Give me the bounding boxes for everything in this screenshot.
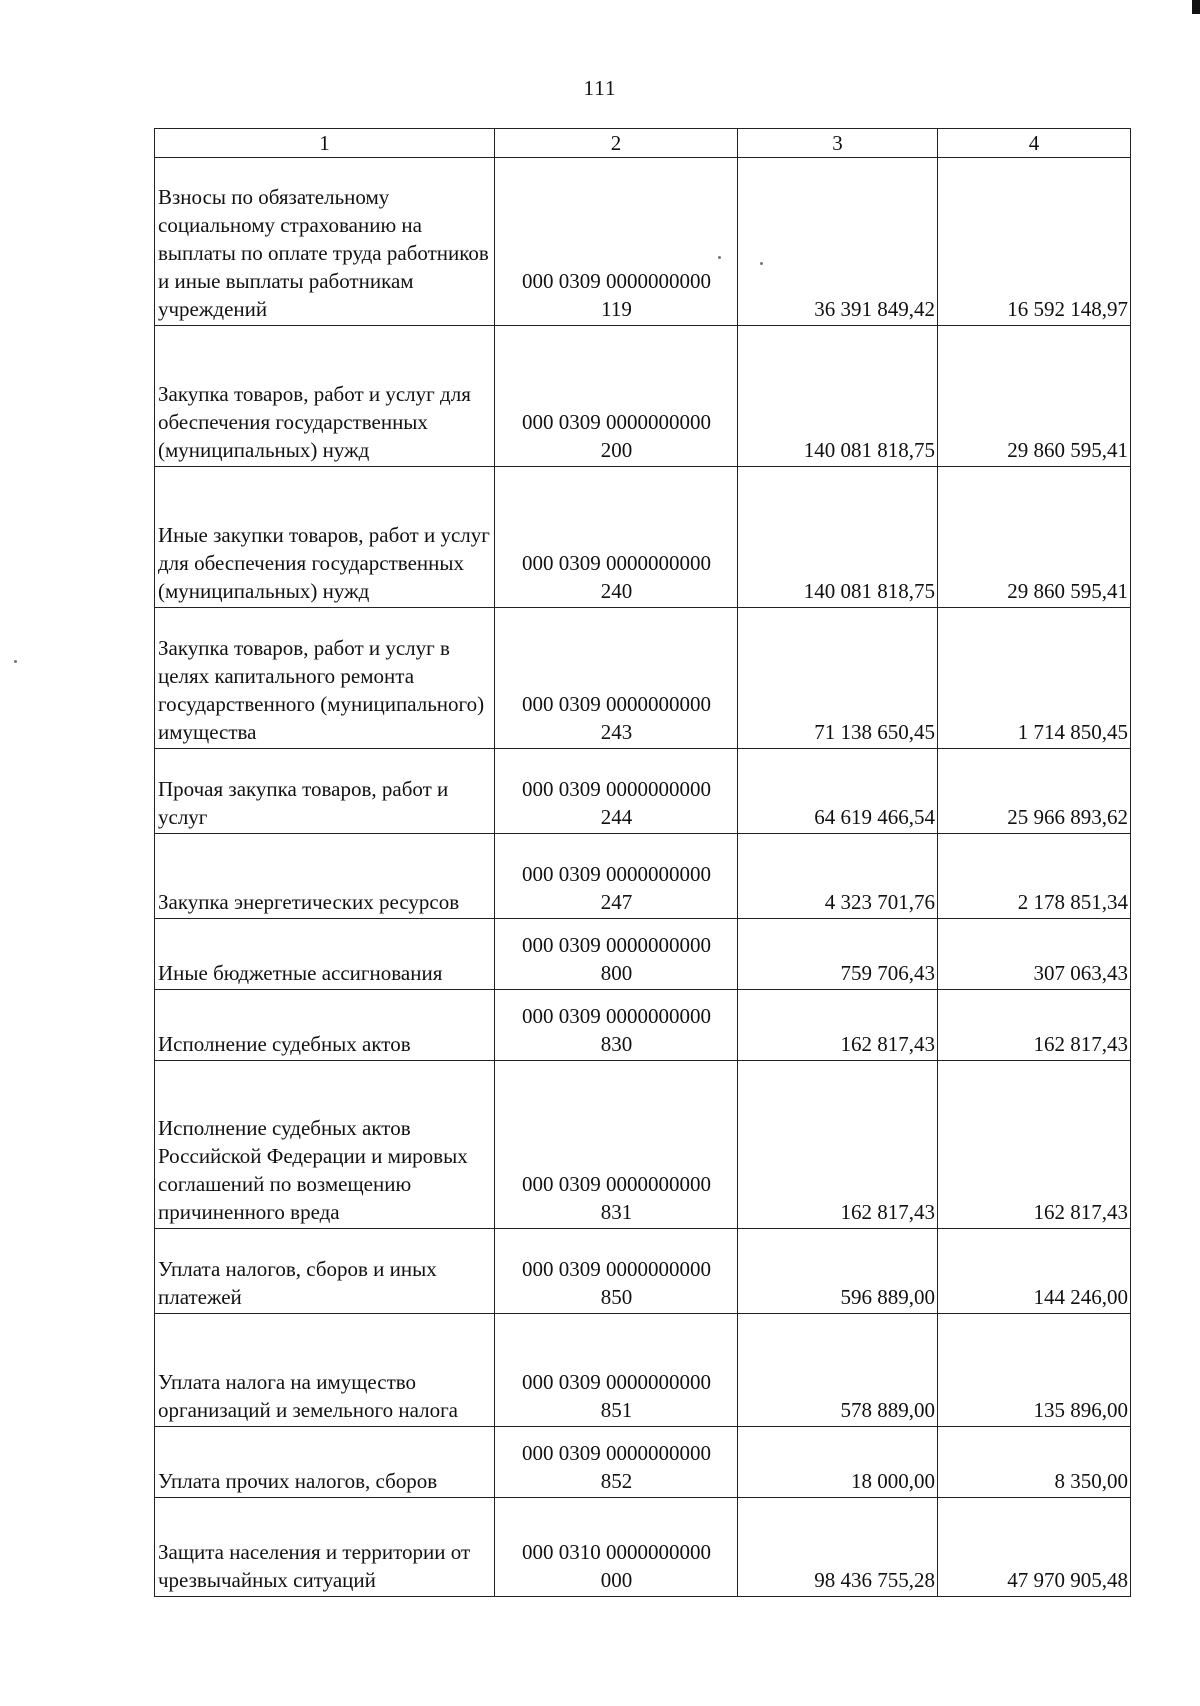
row-code (495, 326, 738, 467)
row-col4-value: 16 592 148,97 (938, 158, 1131, 326)
code-top: 000 0309 0000000000 (522, 933, 711, 957)
code-top: 000 0309 0000000000 (522, 1004, 711, 1028)
code-top: 000 0309 0000000000 (522, 692, 711, 716)
row-col4-value: 162 817,43 (938, 1061, 1131, 1229)
row-col3-value: 36 391 849,42 (738, 158, 938, 326)
row-col4-value: 29 860 595,41 (938, 467, 1131, 608)
row-name: Прочая закупка товаров, работ и услуг (155, 749, 495, 834)
code-bottom: 800 (600, 961, 633, 985)
code-top: 000 0309 0000000000 (522, 862, 711, 886)
budget-table (154, 128, 1131, 1597)
table-row (155, 1498, 1131, 1597)
column-header: 2 (495, 129, 738, 158)
code-top: 000 0309 0000000000 (522, 1257, 711, 1281)
code-top: 000 0309 0000000000 (522, 1441, 711, 1465)
row-col4-value: 47 970 905,48 (938, 1498, 1131, 1597)
code-top: 000 0309 0000000000 (522, 1370, 711, 1394)
row-col3-value: 596 889,00 (738, 1229, 938, 1314)
code-bottom: 200 (600, 438, 633, 462)
row-col4-value: 2 178 851,34 (938, 834, 1131, 919)
row-code (495, 1061, 738, 1229)
code-bottom: 830 (600, 1032, 633, 1056)
table-header-row (155, 129, 1131, 158)
row-code (495, 158, 738, 326)
code-bottom: 247 (600, 890, 633, 914)
row-code (495, 1229, 738, 1314)
code-bottom: 119 (601, 297, 632, 321)
page-number: 111 (583, 76, 617, 100)
row-col3-value: 140 081 818,75 (738, 467, 938, 608)
row-name: Закупка товаров, работ и услуг для обеспечения государственных (муниципальных) нужд (155, 326, 495, 467)
row-name: Защита населения и территории от чрезвычайных ситуаций (155, 1498, 495, 1597)
row-col4-value: 162 817,43 (938, 990, 1131, 1061)
row-name: Закупка товаров, работ и услуг в целях капитального ремонта государственного (муниципального) имущества (155, 608, 495, 749)
row-col4-value: 307 063,43 (938, 919, 1131, 990)
scan-speck (14, 660, 17, 663)
table-row (155, 1229, 1131, 1314)
table-row (155, 990, 1131, 1061)
row-col4-value: 25 966 893,62 (938, 749, 1131, 834)
row-col3-value: 759 706,43 (738, 919, 938, 990)
row-code (495, 919, 738, 990)
row-col3-value: 18 000,00 (738, 1427, 938, 1498)
row-name: Исполнение судебных актов (155, 990, 495, 1061)
row-col3-value: 140 081 818,75 (738, 326, 938, 467)
row-col3-value: 71 138 650,45 (738, 608, 938, 749)
row-name: Закупка энергетических ресурсов (155, 834, 495, 919)
code-bottom: 240 (600, 579, 633, 603)
table-row (155, 326, 1131, 467)
row-col3-value: 4 323 701,76 (738, 834, 938, 919)
row-code (495, 467, 738, 608)
table-row (155, 834, 1131, 919)
code-top: 000 0309 0000000000 (522, 269, 711, 293)
row-name: Исполнение судебных актов Российской Федерации и мировых соглашений по возмещению причиненного вреда (155, 1061, 495, 1229)
row-name: Взносы по обязательному социальному страхованию на выплаты по оплате труда работников и иные выплаты работникам учреждений (155, 158, 495, 326)
row-col3-value: 98 436 755,28 (738, 1498, 938, 1597)
row-code (495, 1427, 738, 1498)
code-top: 000 0309 0000000000 (522, 777, 711, 801)
table-row (155, 919, 1131, 990)
row-code (495, 1314, 738, 1427)
row-col4-value: 8 350,00 (938, 1427, 1131, 1498)
row-code (495, 990, 738, 1061)
code-top: 000 0309 0000000000 (522, 1172, 711, 1196)
scan-corner-mark (1192, 0, 1200, 14)
row-name: Уплата прочих налогов, сборов (155, 1427, 495, 1498)
row-col4-value: 29 860 595,41 (938, 326, 1131, 467)
row-name: Уплата налогов, сборов и иных платежей (155, 1229, 495, 1314)
table-row (155, 467, 1131, 608)
code-bottom: 852 (600, 1469, 633, 1493)
code-bottom: 000 (600, 1568, 633, 1592)
row-code (495, 834, 738, 919)
code-top: 000 0309 0000000000 (522, 410, 711, 434)
row-col4-value: 144 246,00 (938, 1229, 1131, 1314)
table-row (155, 158, 1131, 326)
row-col3-value: 162 817,43 (738, 990, 938, 1061)
column-header: 4 (938, 129, 1131, 158)
code-bottom: 244 (600, 805, 633, 829)
table-row (155, 1061, 1131, 1229)
column-header: 1 (155, 129, 495, 158)
table-row (155, 1427, 1131, 1498)
code-bottom: 851 (600, 1398, 633, 1422)
row-code (495, 608, 738, 749)
table-row (155, 1314, 1131, 1427)
code-bottom: 243 (600, 720, 633, 744)
code-bottom: 831 (600, 1200, 633, 1224)
row-name: Уплата налога на имущество организаций и земельного налога (155, 1314, 495, 1427)
row-col3-value: 64 619 466,54 (738, 749, 938, 834)
row-col3-value: 578 889,00 (738, 1314, 938, 1427)
column-header: 3 (738, 129, 938, 158)
row-name: Иные бюджетные ассигнования (155, 919, 495, 990)
row-col4-value: 135 896,00 (938, 1314, 1131, 1427)
table-row (155, 608, 1131, 749)
row-name: Иные закупки товаров, работ и услуг для обеспечения государственных (муниципальных) нужд (155, 467, 495, 608)
code-bottom: 850 (600, 1285, 633, 1309)
row-code (495, 749, 738, 834)
row-code (495, 1498, 738, 1597)
row-col3-value: 162 817,43 (738, 1061, 938, 1229)
table-row (155, 749, 1131, 834)
code-top: 000 0309 0000000000 (522, 551, 711, 575)
code-top: 000 0310 0000000000 (522, 1540, 711, 1564)
row-col4-value: 1 714 850,45 (938, 608, 1131, 749)
